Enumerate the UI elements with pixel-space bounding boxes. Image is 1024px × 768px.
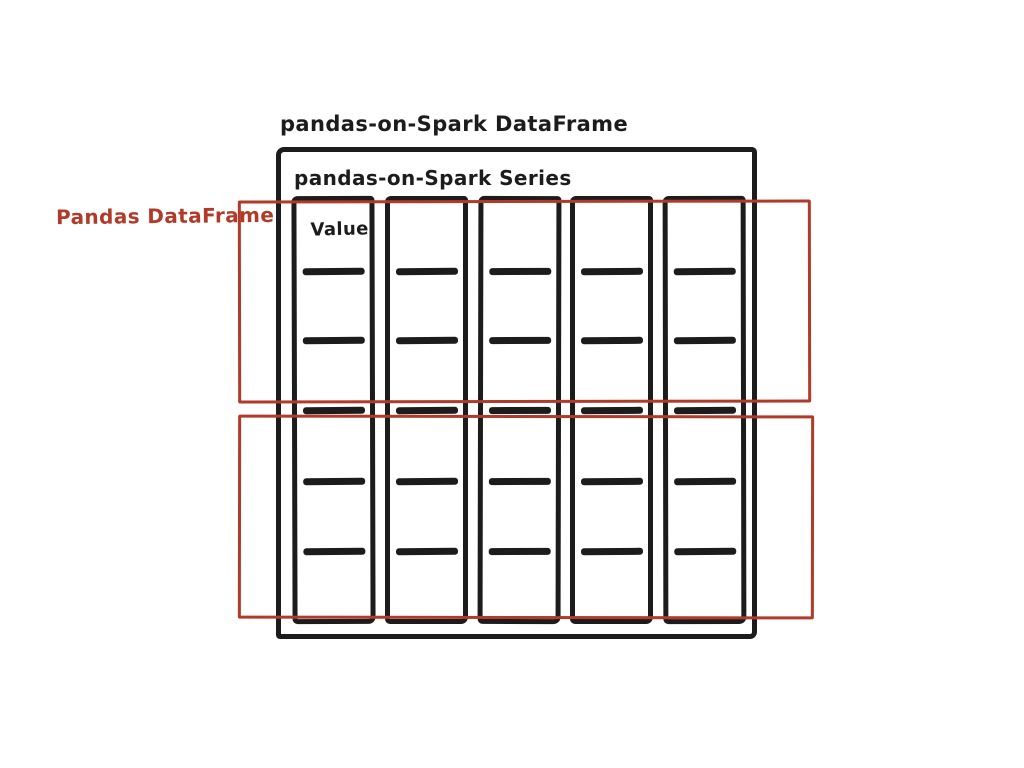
value-placeholder-dash [580,407,642,414]
value-column-header: Value [310,218,370,241]
pandas-on-spark-dataframe-title: pandas-on-Spark DataFrame [280,112,629,136]
pandas-on-spark-series-label: pandas-on-Spark Series [294,166,572,190]
value-placeholder-dash [488,407,550,414]
pandas-dataframe-partition-2-box [238,415,814,620]
value-placeholder-dash [302,407,364,415]
value-placeholder-dash [395,407,457,414]
value-placeholder-dash [673,407,735,415]
pandas-dataframe-partition-1-box [238,200,811,404]
pandas-dataframe-label: Pandas DataFrame [55,202,275,230]
